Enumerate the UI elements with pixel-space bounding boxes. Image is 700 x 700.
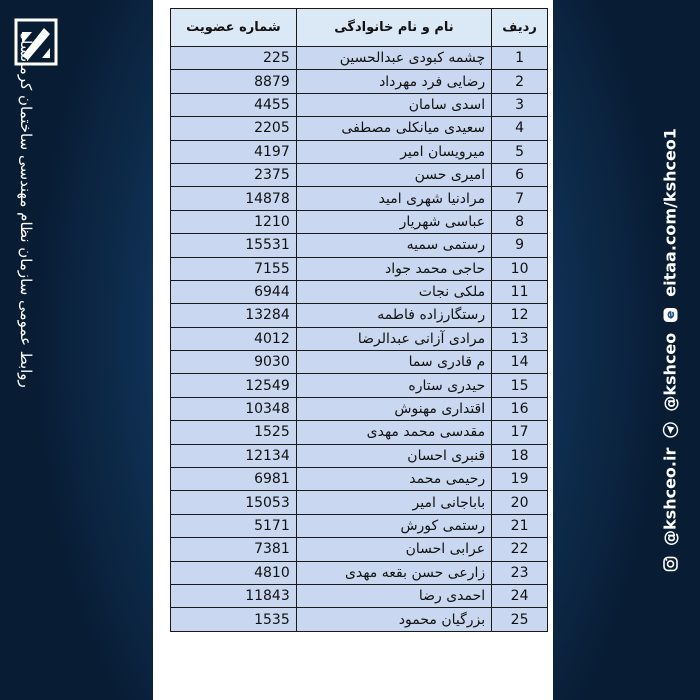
telegram-icon [662, 422, 678, 438]
membership-number: 1525 [171, 421, 297, 444]
table-row [171, 468, 548, 491]
social-links-panel [640, 0, 700, 700]
social-links [661, 128, 680, 572]
eitaa-link[interactable]: eitaa.com/kshceo1 [660, 128, 680, 297]
row-number: 19 [492, 468, 548, 491]
header-full-name: نام و نام خانوادگی [296, 9, 491, 47]
membership-number: 2205 [171, 117, 297, 140]
row-number: 17 [492, 421, 548, 444]
member-name: امیری حسن [296, 163, 491, 186]
member-name: چشمه کبودی عبدالحسین [296, 47, 491, 70]
member-name: باباجانی امیر [296, 491, 491, 514]
table-row [171, 514, 548, 537]
member-name: اسدی سامان [296, 93, 491, 116]
membership-number: 8879 [171, 70, 297, 93]
row-number: 14 [492, 351, 548, 374]
table-header-row [171, 9, 548, 47]
membership-number: 6981 [171, 468, 297, 491]
row-number: 13 [492, 327, 548, 350]
membership-number: 14878 [171, 187, 297, 210]
member-name: مرادنیا شهری امید [296, 187, 491, 210]
membership-number: 11843 [171, 584, 297, 607]
table-row [171, 70, 548, 93]
table-row [171, 351, 548, 374]
table-row [171, 561, 548, 584]
member-name: رستمی کورش [296, 514, 491, 537]
member-name: عرابی احسان [296, 538, 491, 561]
brand-tagline: روابط عمومی سازمان نظام مهندسی ساختمان کرمانشاه [17, 32, 35, 388]
membership-number: 12549 [171, 374, 297, 397]
row-number: 7 [492, 187, 548, 210]
table-row [171, 163, 548, 186]
membership-number: 4012 [171, 327, 297, 350]
membership-number: 4810 [171, 561, 297, 584]
membership-number: 5171 [171, 514, 297, 537]
table-row [171, 584, 548, 607]
table-row [171, 47, 548, 70]
row-number: 1 [492, 47, 548, 70]
table-row [171, 421, 548, 444]
membership-number: 7155 [171, 257, 297, 280]
table-row [171, 538, 548, 561]
instagram-icon [662, 556, 678, 572]
member-name: مرادی آزانی عبدالرضا [296, 327, 491, 350]
membership-number: 4197 [171, 140, 297, 163]
member-name: سعیدی میانکلی مصطفی [296, 117, 491, 140]
membership-number: 15531 [171, 234, 297, 257]
row-number: 4 [492, 117, 548, 140]
row-number: 25 [492, 608, 548, 631]
membership-number: 12134 [171, 444, 297, 467]
table-row [171, 444, 548, 467]
membership-number: 7381 [171, 538, 297, 561]
row-number: 9 [492, 234, 548, 257]
table-row [171, 280, 548, 303]
membership-number: 6944 [171, 280, 297, 303]
member-name: میرویسان امیر [296, 140, 491, 163]
member-name: حاجی محمد جواد [296, 257, 491, 280]
table-row [171, 140, 548, 163]
row-number: 5 [492, 140, 548, 163]
header-membership-number: شماره عضویت [171, 9, 297, 47]
table-row [171, 187, 548, 210]
row-number: 16 [492, 397, 548, 420]
row-number: 12 [492, 304, 548, 327]
eitaa-icon [662, 307, 678, 323]
row-number: 3 [492, 93, 548, 116]
row-number: 22 [492, 538, 548, 561]
header-row-number: ردیف [492, 9, 548, 47]
member-name: رستگارزاده فاطمه [296, 304, 491, 327]
member-name: بزرگیان محمود [296, 608, 491, 631]
row-number: 10 [492, 257, 548, 280]
table-row [171, 491, 548, 514]
row-number: 20 [492, 491, 548, 514]
row-number: 8 [492, 210, 548, 233]
row-number: 2 [492, 70, 548, 93]
row-number: 23 [492, 561, 548, 584]
membership-number: 1210 [171, 210, 297, 233]
table-row [171, 608, 548, 631]
member-name: رضایی فرد مهرداد [296, 70, 491, 93]
row-number: 15 [492, 374, 548, 397]
member-name: رحیمی محمد [296, 468, 491, 491]
row-number: 18 [492, 444, 548, 467]
member-name: رستمی سمیه [296, 234, 491, 257]
table-row [171, 304, 548, 327]
membership-number: 10348 [171, 397, 297, 420]
member-name: احمدی رضا [296, 584, 491, 607]
table-row [171, 397, 548, 420]
member-name: مقدسی محمد مهدی [296, 421, 491, 444]
members-table [170, 8, 548, 632]
membership-number: 9030 [171, 351, 297, 374]
row-number: 24 [492, 584, 548, 607]
table-row [171, 93, 548, 116]
member-name: عباسی شهریار [296, 210, 491, 233]
table-row [171, 327, 548, 350]
table-row [171, 210, 548, 233]
row-number: 11 [492, 280, 548, 303]
member-name: حیدری ستاره [296, 374, 491, 397]
table-row [171, 234, 548, 257]
membership-number: 225 [171, 47, 297, 70]
table-row [171, 117, 548, 140]
brand-panel [0, 0, 150, 700]
membership-number: 15053 [171, 491, 297, 514]
membership-number: 4455 [171, 93, 297, 116]
member-name: قنبری احسان [296, 444, 491, 467]
row-number: 21 [492, 514, 548, 537]
member-name: م قادری سما [296, 351, 491, 374]
membership-number: 13284 [171, 304, 297, 327]
membership-number: 2375 [171, 163, 297, 186]
instagram-handle[interactable]: @kshceo.ir [660, 447, 680, 546]
telegram-handle[interactable]: @kshceo [660, 332, 680, 412]
row-number: 6 [492, 163, 548, 186]
table-row [171, 257, 548, 280]
member-name: اقتداری مهنوش [296, 397, 491, 420]
table-row [171, 374, 548, 397]
member-name: ملکی نجات [296, 280, 491, 303]
member-name: زارعی حسن بقعه مهدی [296, 561, 491, 584]
membership-number: 1535 [171, 608, 297, 631]
